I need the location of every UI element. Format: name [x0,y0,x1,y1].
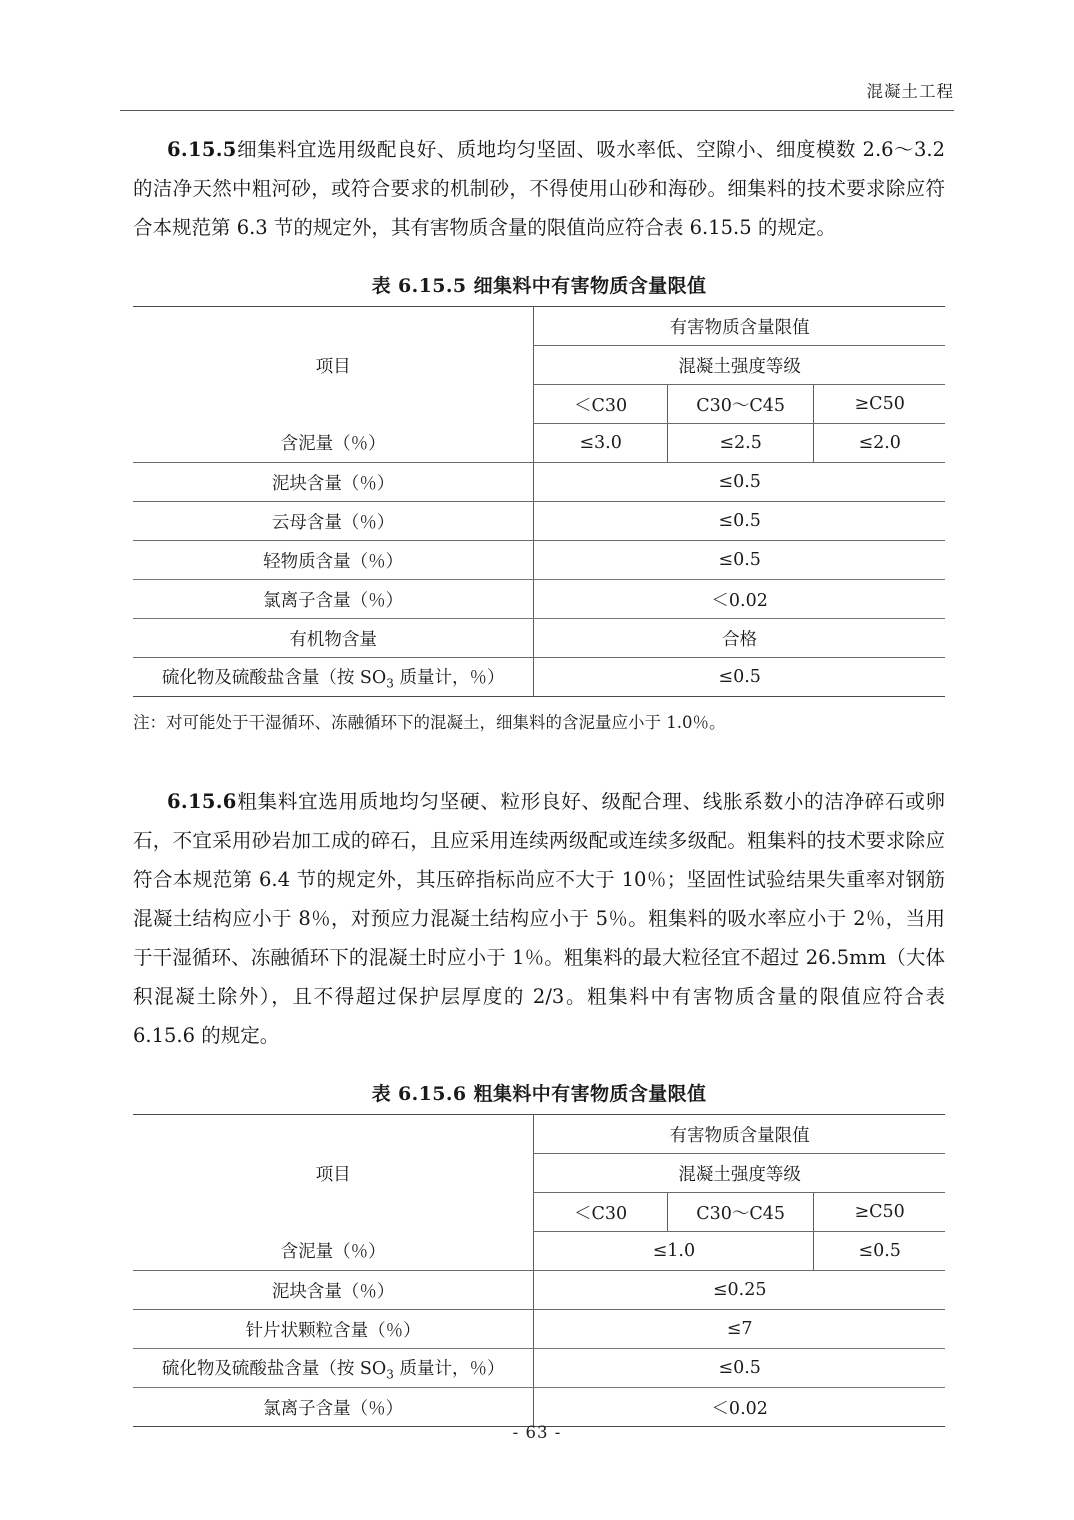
table-fine-subgroup-header: 混凝土强度等级 [534,346,945,385]
table-row [133,1349,945,1388]
table-fine-value-0-0: ≤3.0 [534,424,668,463]
running-header [120,78,954,112]
table-row [133,541,945,580]
table-fine-item-4: 氯离子含量（％） [133,580,534,619]
table-coarse-value-3: ≤0.5 [534,1349,945,1388]
table-coarse-caption: 表 6.15.6 粗集料中有害物质含量限值 [371,1083,707,1105]
clause-6-15-6-number: 6.15.6 [167,790,237,813]
table-coarse-grade-2: C30～C45 [667,1193,813,1232]
clause-6-15-5-number: 6.15.5 [167,138,237,161]
table-fine-value-6: ≤0.5 [534,658,945,697]
table-fine-item-6-post: 质量计，％） [393,667,505,688]
table-row [133,1388,945,1427]
table-coarse-value-2: ≤7 [534,1310,945,1349]
table-fine-item-0: 含泥量（％） [133,424,534,463]
table-coarse-grade-1: ＜C30 [534,1193,668,1232]
table-fine-value-2: ≤0.5 [534,502,945,541]
table-row [133,619,945,658]
table-fine-item-3: 轻物质含量（％） [133,541,534,580]
table-coarse-item-1: 泥块含量（％） [133,1271,534,1310]
table-fine-item-6-sub: 3 [386,676,394,691]
clause-6-15-6-text: 粗集料宜选用质地均匀坚硬、粒形良好、级配合理、线胀系数小的洁净碎石或卵石，不宜采用砂岩加工成的碎石，且应采用连续两级配或连续多级配。粗集料的技术要求除应符合本规范第 6.4 节的规定外，其压碎指标尚应不大于 10％；坚固性试验结果失重率对钢筋混凝土结构应小于 8％，对预应力混凝土结构应小于 5％。粗集料的吸水率应小于 2％，当用于干湿循环、冻融循环下的混凝土时应小于 1％。粗集料的最大粒径宜不超过 26.5mm（大体积混凝土除外），且不得超过保护层厚度的 2/3。粗集料中有害物质含量的限值应符合表 6.15.6 的规定。 [133,790,945,1047]
table-coarse-value-1: ≤0.25 [534,1271,945,1310]
table-row [133,580,945,619]
table-fine-item-6 [133,658,534,697]
table-fine-grade-2: C30～C45 [667,385,814,424]
table-coarse-aggregate [133,1114,945,1427]
table-fine-item-2: 云母含量（％） [133,502,534,541]
table-coarse-item-4: 氯离子含量（％） [133,1388,534,1427]
table-coarse-item-3-post: 质量计，％） [393,1358,505,1379]
table-coarse-item-3 [133,1349,534,1388]
table-row [133,1310,945,1349]
clause-6-15-5 [133,130,945,247]
table-coarse-item-header: 项目 [133,1115,534,1232]
table-fine-caption: 表 6.15.5 细集料中有害物质含量限值 [371,275,707,297]
table-coarse-item-3-pre: 硫化物及硫酸盐含量（按 SO [161,1358,387,1379]
table-row [133,502,945,541]
table-row [133,307,945,346]
clause-6-15-5-text: 细集料宜选用级配良好、质地均匀坚固、吸水率低、空隙小、细度模数 2.6～3.2 的洁净天然中粗河砂，或符合要求的机制砂，不得使用山砂和海砂。细集料的技术要求除应符合本规范第 6.3 节的规定外，其有害物质含量的限值尚应符合表 6.15.5 的规定。 [133,138,945,239]
table-fine-grade-1: ＜C30 [534,385,668,424]
table-row [133,424,945,463]
table-coarse-item-2: 针片状颗粒含量（％） [133,1310,534,1349]
table-fine-value-1: ≤0.5 [534,463,945,502]
table-row [133,1115,945,1154]
table-fine-item-5: 有机物含量 [133,619,534,658]
table-fine-item-6-pre: 硫化物及硫酸盐含量（按 SO [161,667,387,688]
table-row [133,1271,945,1310]
page-content [133,130,945,1427]
table-fine-value-0-1: ≤2.5 [667,424,814,463]
table-coarse-subgroup-header: 混凝土强度等级 [534,1154,945,1193]
table-fine-note: 注：对可能处于干湿循环、冻融循环下的混凝土，细集料的含泥量应小于 1.0％。 [133,713,726,732]
table-fine-aggregate [133,306,945,697]
table-row [133,463,945,502]
table-coarse-value-0-0: ≤1.0 [534,1232,814,1271]
table-fine-value-3: ≤0.5 [534,541,945,580]
table-row [133,658,945,697]
table-fine-value-5: 合格 [534,619,945,658]
table-fine-value-4: ＜0.02 [534,580,945,619]
table-coarse-item-0: 含泥量（％） [133,1232,534,1271]
page-number: - 63 - [512,1423,562,1442]
table-coarse-value-0-1: ≤0.5 [814,1232,945,1271]
page-footer [0,1423,1074,1442]
clause-6-15-6 [133,782,945,1055]
table-fine-grade-3: ≥C50 [814,385,945,424]
table-coarse-value-4: ＜0.02 [534,1388,945,1427]
header-title: 混凝土工程 [866,82,954,101]
table-coarse-grade-3: ≥C50 [814,1193,945,1232]
table-row [133,1232,945,1271]
table-coarse-group-header: 有害物质含量限值 [534,1115,945,1154]
table-coarse-item-3-sub: 3 [386,1367,394,1382]
table-fine-value-0-2: ≤2.0 [814,424,945,463]
table-fine-group-header: 有害物质含量限值 [534,307,945,346]
table-fine-item-header: 项目 [133,307,534,424]
table-fine-item-1: 泥块含量（％） [133,463,534,502]
header-rule [120,110,954,111]
